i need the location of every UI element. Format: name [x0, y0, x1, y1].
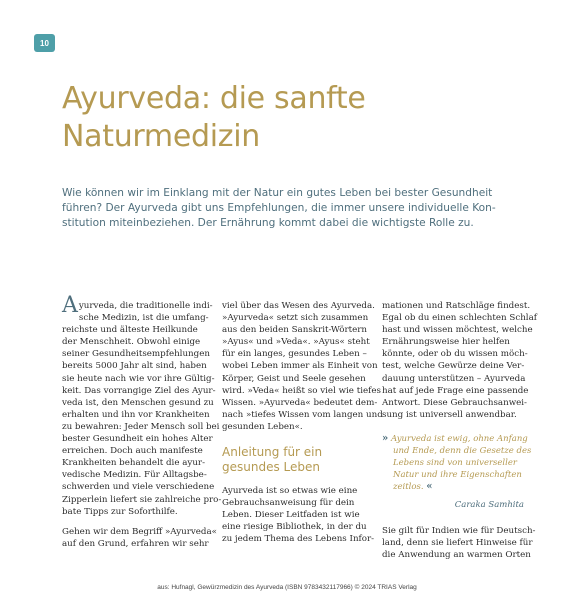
body-line: hast und wissen möchtest, welche [382, 325, 533, 336]
body-paragraph [62, 336, 222, 517]
body-line: zu bewahren: Jeder Mensch soll bei [62, 421, 220, 432]
body-line: vedische Medizin. Für Alltagsbe- [62, 470, 207, 481]
body-line: für ein langes, gesundes Leben – [222, 349, 367, 360]
quote-line: Lebens sind von universeller [393, 457, 517, 468]
lead-line: führen? Der Ayurveda gibt uns Empfehlungen, die immer unsere individuelle Kon- [62, 202, 496, 214]
body-line: der Menschheit. Obwohl einige [62, 337, 201, 348]
pull-quote [382, 432, 532, 511]
body-line: reichste und älteste Heilkunde [62, 325, 198, 336]
subheading-line: Anleitung für ein [222, 445, 323, 460]
body-line: erreichen. Doch auch manifeste [62, 446, 203, 457]
quote-line: und Ende, denn die Gesetze des [393, 445, 532, 456]
quote-source: Caraka Samhita [454, 499, 524, 510]
body-line: seiner Gesundheitsempfehlungen [62, 349, 210, 360]
lead-line: stitution miteinbeziehen. Der Ernährung kommt dabei die wichtigste Rolle zu. [62, 217, 474, 229]
body-paragraph [222, 300, 383, 433]
quote-line: Ayurveda ist ewig, ohne Anfang [390, 433, 528, 444]
body-line: wobei Leben immer als Einheit von [222, 361, 378, 372]
body-paragraph [382, 300, 537, 421]
body-line: Sie gilt für Indien wie für Deutsch- [382, 526, 536, 537]
body-line: Gehen wir dem Begriff »Ayurveda« [62, 526, 217, 537]
body-line: Körper, Geist und Seele gesehen [222, 373, 366, 384]
lead-line: Wie können wir im Einklang mit der Natur ein gutes Leben bei bester Gesundheit [62, 187, 493, 199]
body-line: Ayurveda ist so etwas wie eine [222, 486, 358, 497]
body-line: Leben. Dieser Leitfaden ist wie [222, 510, 360, 521]
quote-close-mark: « [426, 480, 433, 492]
body-line: sung ist universell anwendbar. [382, 409, 517, 420]
body-line: könnte, oder ob du wissen möch- [382, 349, 528, 360]
page-number-badge: 10 [34, 34, 55, 52]
body-line: dauung unterstützen – Ayurveda [382, 373, 526, 384]
body-line: yurveda, die traditionelle indi- [78, 301, 213, 311]
subheading-line: gesundes Leben [222, 460, 320, 475]
body-line: »Ayurveda« setzt sich zusammen [222, 313, 369, 324]
section-subheading [222, 445, 370, 475]
body-line: die Anwendung an warmen Orten [382, 550, 531, 561]
drop-cap: A [62, 293, 78, 318]
body-line: bester Gesundheit ein hohes Alter [62, 434, 213, 445]
body-line: Zipperlein liefert sie zahlreiche pro- [62, 494, 222, 505]
body-paragraph [382, 525, 536, 561]
body-line: Wissen. »Ayurveda« bedeutet dem- [222, 397, 378, 408]
text-column-3 [382, 300, 537, 561]
body-line: Ernährungsweise hier helfen [382, 337, 510, 348]
body-line: bereits 5000 Jahr alt sind, haben [62, 361, 207, 372]
page-title [62, 80, 542, 156]
body-paragraph [62, 526, 217, 550]
body-line: Antwort. Diese Gebrauchsanwei- [382, 397, 527, 408]
body-line: zu jedem Thema des Lebens Infor- [222, 534, 375, 545]
body-line: land, denn sie liefert Hinweise für [382, 538, 533, 549]
body-line: Egal ob du einen schlechten Schlaf [382, 313, 537, 324]
body-line: test, welche Gewürze deine Ver- [382, 361, 525, 372]
body-line: auf den Grund, erfahren wir sehr [62, 538, 209, 549]
body-line: bate Tipps zur Soforthilfe. [62, 506, 178, 517]
body-line: wird. »Veda« heißt so viel wie tiefes [222, 385, 381, 396]
body-line: sche Medizin, ist die umfang- [78, 313, 209, 324]
body-line: viel über das Wesen des Ayurveda. [222, 301, 375, 311]
quote-open-mark: » [382, 432, 389, 444]
quote-line: zeitlos. [393, 481, 424, 492]
quote-line: Natur und ihre Eigenschaften [393, 469, 522, 480]
body-line: Krankheiten behandelt die ayur- [62, 458, 206, 469]
body-line: »Ayus« und »Veda«. »Ayus« steht [222, 337, 370, 348]
body-line: veda ist, den Menschen gesund zu [62, 397, 214, 408]
lead-paragraph [62, 186, 520, 231]
body-line: schwerden und viele verschiedene [62, 482, 215, 493]
body-line: aus den beiden Sanskrit-Wörtern [222, 325, 368, 336]
source-footer: aus: Hufnagl, Gewürzmedizin des Ayurveda (ISBN 9783432117966) © 2024 TRIAS Verlag [157, 584, 417, 591]
body-line: keit. Das vorrangige Ziel des Ayur- [62, 385, 216, 396]
body-line: erhalten und ihn vor Krankheiten [62, 409, 210, 420]
body-line: gesunden Leben«. [222, 421, 303, 432]
body-line: sie heute nach wie vor ihre Gültig- [62, 373, 215, 384]
body-line: hat auf jede Frage eine passende [382, 385, 529, 396]
body-line: mationen und Ratschläge findest. [382, 301, 531, 311]
title-line-1: Ayurveda: die sanfte [62, 81, 366, 116]
body-line: Gebrauchsanweisung für dein [222, 498, 355, 509]
text-column-1 [62, 293, 222, 550]
drop-cap-paragraph [62, 293, 213, 336]
text-column-2 [222, 300, 383, 546]
body-paragraph [222, 485, 375, 545]
quote-text [382, 432, 532, 493]
body-line: nach »tiefes Wissen vom langen und [222, 409, 383, 420]
body-line: eine riesige Bibliothek, in der du [222, 522, 367, 533]
title-line-2: Naturmedizin [62, 119, 260, 154]
